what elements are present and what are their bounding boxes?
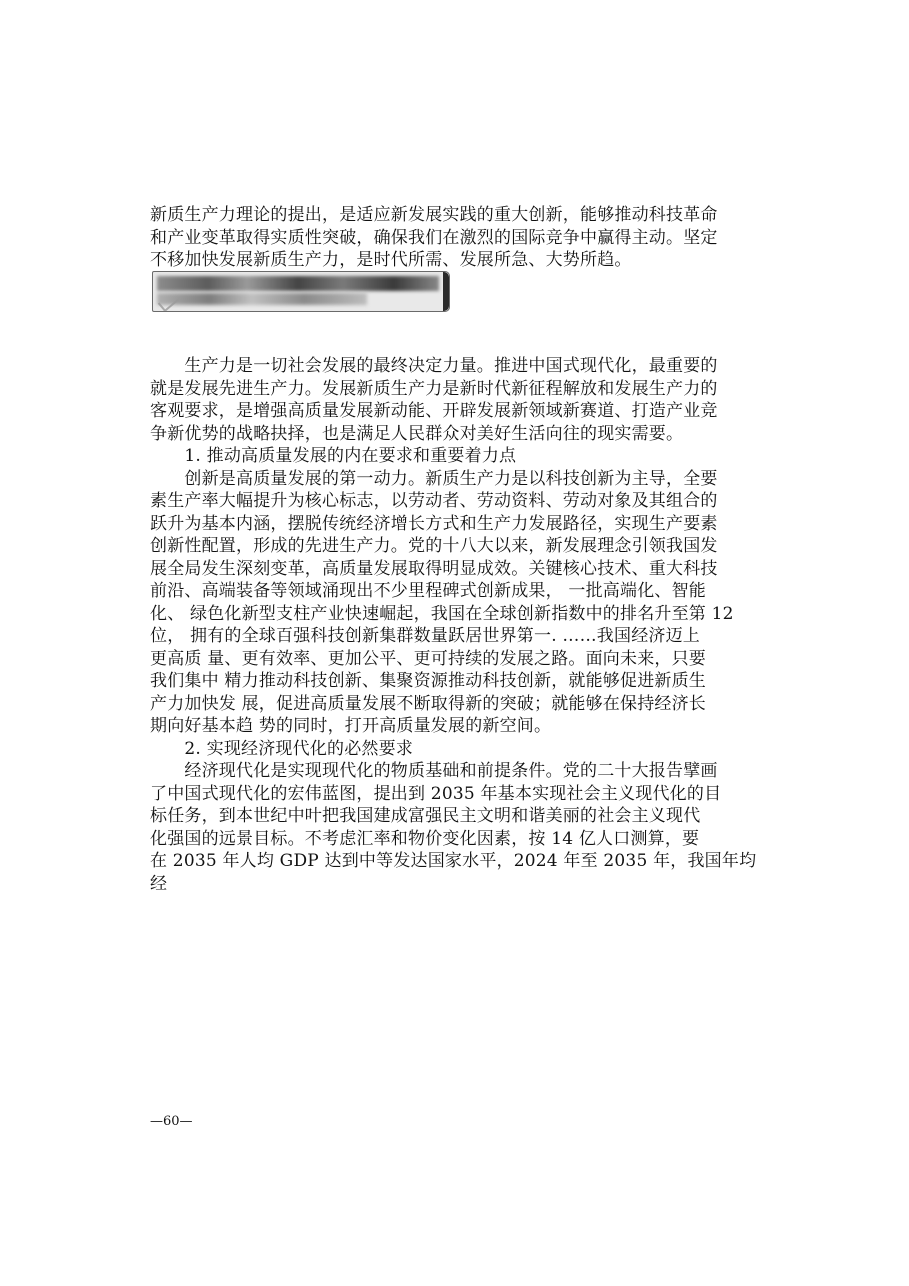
text-line: 争新优势的战略抉择，也是满足人民群众对美好生活向往的现实需要。 [150, 423, 684, 444]
page-number: —60— [150, 1114, 193, 1129]
text-line: 前沿、高端装备等领域涌现出不少里程碑式创新成果， 一批高端化、智能 [150, 581, 707, 601]
text-line: 更高质 量、更有效率、更加公平、更可持续的发展之路。面向未来，只要 [150, 648, 707, 669]
text-line: 在 2035 年人均 GDP 达到中等发达国家水平，2024 年至 2035 年，我国年均 [150, 851, 757, 871]
text-line: 跃升为基本内涵，摆脱传统经济增长方式和生产力发展路径，实现生产要素 [150, 513, 718, 534]
text-line: 和产业变革取得实质性突破，确保我们在激烈的国际竞争中赢得主动。坚定 [150, 227, 718, 248]
text-line: 生产力是一切社会发展的最终决定力量。推进中国式现代化，最重要的 [150, 356, 718, 376]
text-line: 新质生产力理论的提出，是适应新发展实践的重大创新，能够推动科技革命 [150, 205, 718, 225]
text-line: 了中国式现代化的宏伟蓝图，提出到 2035 年基本实现社会主义现代化的目 [150, 783, 722, 804]
text-line: 不移加快发展新质生产力，是时代所需、发展所急、大势所趋。 [150, 250, 632, 270]
text-line: 经济现代化是实现现代化的物质基础和前提条件。党的二十大报告擘画 [150, 761, 718, 781]
text-line: 创新是高质量发展的第一动力。新质生产力是以科技创新为主导，全要 [150, 468, 718, 489]
text-line: 标任务，到本世纪中叶把我国建成富强民主文明和谐美丽的社会主义现代 [150, 806, 701, 826]
text-line: 客观要求，是增强高质量发展新动能、开辟发展新领域新赛道、打造产业竞 [150, 401, 718, 421]
text-line: 素生产率大幅提升为核心标志，以劳动者、劳动资料、劳动对象及其组合的 [150, 491, 718, 511]
text-line: 展全局发生深刻变革，高质量发展取得明显成效。关键核心技术、重大科技 [150, 558, 718, 579]
text-line: 我们集中 精力推动科技创新、集聚资源推动科技创新，就能够促进新质生 [150, 671, 707, 691]
blurred-text-band [157, 276, 439, 291]
section-heading: 2. 实现经济现代化的必然要求 [150, 738, 414, 759]
blurred-text-band [157, 293, 367, 305]
redaction-edge [443, 272, 449, 311]
text-line: 化、 绿色化新型支柱产业快速崛起，我国在全球创新指数中的排名升至第 12 [150, 603, 734, 624]
text-line: 化强国的远景目标。不考虑汇率和物价变化因素，按 14 亿人口测算，要 [150, 828, 700, 849]
redacted-image-block [152, 271, 450, 312]
text-line: 就是发展先进生产力。发展新质生产力是新时代新征程解放和发展生产力的 [150, 378, 718, 399]
text-line: 期向好基本趋 势的同时，打开高质量发展的新空间。 [150, 716, 552, 736]
text-line: 经 [150, 873, 168, 894]
text-line: 位， 拥有的全球百强科技创新集群数量跃居世界第一. ……我国经济迈上 [150, 626, 701, 646]
section-heading: 1. 推动高质量发展的内在要求和重要着力点 [150, 446, 517, 466]
body-text [150, 355, 790, 895]
intro-paragraph [150, 204, 790, 272]
text-line: 创新性配置，形成的先进生产力。党的十八大以来，新发展理念引领我国发 [150, 536, 718, 556]
text-line: 产力加快发 展，促进高质量发展不断取得新的突破；就能够在保持经济长 [150, 693, 707, 714]
